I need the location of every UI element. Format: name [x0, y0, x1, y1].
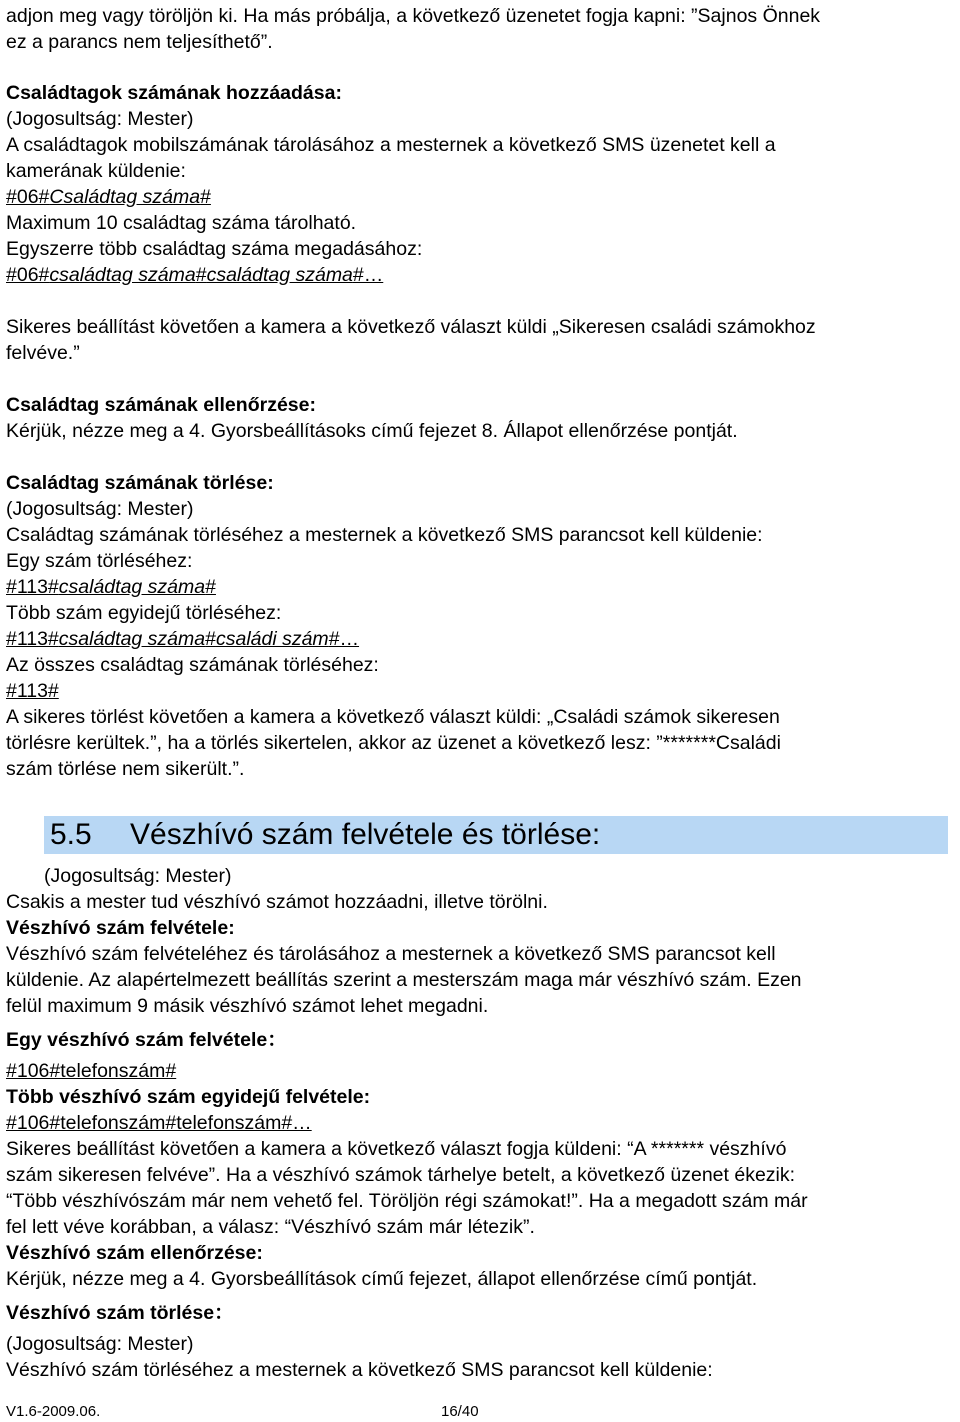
section-heading: Családtagok számának hozzáadása: [6, 82, 342, 104]
text-line: (Jogosultság: Mester) [6, 1333, 194, 1355]
section-heading: Több vészhívó szám egyidejű felvétele: [6, 1086, 371, 1108]
text-line: Kérjük, nézze meg a 4. Gyorsbeállításoks című fejezet 8. Állapot ellenőrzése pontját. [6, 420, 738, 442]
text-line: szám törlése nem sikerült.”. [6, 758, 245, 780]
text-line: Maximum 10 családtag száma tárolható. [6, 212, 357, 234]
chapter-number: 5.5 [50, 818, 92, 851]
chapter-title: Vészhívó szám felvétele és törlése: [130, 818, 601, 851]
section-heading: Családtag számának törlése: [6, 472, 274, 494]
text-line: Az összes családtag számának törléséhez: [6, 654, 379, 676]
text-line: Egyszerre több családtag száma megadásához: [6, 238, 423, 260]
text-line: küldenie. Az alapértelmezett beállítás szerint a mesterszám maga már vészhívó szám. Ezen [6, 969, 802, 991]
footer-version: V1.6-2009.06. [6, 1403, 101, 1420]
text-line: (Jogosultság: Mester) [6, 498, 194, 520]
text-line: (Jogosultság: Mester) [44, 865, 232, 887]
footer-page-number: 16/40 [441, 1403, 479, 1420]
text-line: fel lett véve korábban, a válasz: “Vészhívó szám már létezik”. [6, 1216, 535, 1238]
text-line: ez a parancs nem teljesíthető”. [6, 31, 273, 53]
sms-command: #113# [6, 680, 59, 702]
text-line: Sikeres beállítást követően a kamera a következő választ fogja küldeni: “A ******* vészhívó [6, 1138, 787, 1160]
section-heading: Családtag számának ellenőrzése: [6, 394, 316, 416]
text-line: (Jogosultság: Mester) [6, 108, 194, 130]
text-line: Vészhívó szám törléséhez a mesternek a következő SMS parancsot kell küldenie: [6, 1359, 713, 1381]
text-line: Csakis a mester tud vészhívó számot hozzáadni, illetve törölni. [6, 891, 548, 913]
section-heading: Vészhívó szám ellenőrzése: [6, 1242, 263, 1264]
text-line: “Több vészhívószám már nem vehető fel. Töröljön régi számokat!”. Ha a megadott szám már [6, 1190, 808, 1212]
text-line: szám sikeresen felvéve”. Ha a vészhívó számok tárhelye betelt, a következő üzenet ékezik: [6, 1164, 796, 1186]
text-line: felvéve.” [6, 342, 80, 364]
chapter-heading [44, 816, 948, 854]
text-line: Családtag számának törléséhez a mesternek a következő SMS parancsot kell küldenie: [6, 524, 763, 546]
sms-command: #06#Családtag száma# [6, 186, 211, 208]
text-line: Sikeres beállítást követően a kamera a következő választ küldi „Sikeresen családi számokhoz [6, 316, 816, 338]
section-heading: Egy vészhívó szám felvétele： [6, 1029, 287, 1051]
text-line: felül maximum 9 másik vészhívó számot lehet megadni. [6, 995, 489, 1017]
text-line: A sikeres törlést követően a kamera a következő választ küldi: „Családi számok sikeresen [6, 706, 780, 728]
text-line: Vészhívó szám felvételéhez és tárolásához a mesternek a következő SMS parancsot kell [6, 943, 776, 965]
text-line: kamerának küldenie: [6, 160, 186, 182]
sms-command: #113#családtag száma#családi szám#… [6, 628, 360, 650]
text-line: törlésre kerültek.”, ha a törlés sikertelen, akkor az üzenet a következő lesz: ”*******Családi [6, 732, 781, 754]
sms-command: #106#telefonszám# [6, 1060, 177, 1082]
sms-command: #06#családtag száma#családtag száma#… [6, 264, 384, 286]
text-line: Kérjük, nézze meg a 4. Gyorsbeállítások című fejezet, állapot ellenőrzése című pontját. [6, 1268, 758, 1290]
section-heading: Vészhívó szám törlése： [6, 1302, 234, 1324]
text-line: Egy szám törléséhez: [6, 550, 193, 572]
text-line: adjon meg vagy töröljön ki. Ha más próbálja, a következő üzenetet fogja kapni: ”Sajnos Önnek [6, 5, 821, 27]
section-heading: Vészhívó szám felvétele: [6, 917, 235, 939]
text-line: A családtagok mobilszámának tárolásához a mesternek a következő SMS üzenetet kell a [6, 134, 776, 156]
text-line: Több szám egyidejű törléséhez: [6, 602, 282, 624]
sms-command: #106#telefonszám#telefonszám#… [6, 1112, 312, 1134]
sms-command: #113#családtag száma# [6, 576, 216, 598]
